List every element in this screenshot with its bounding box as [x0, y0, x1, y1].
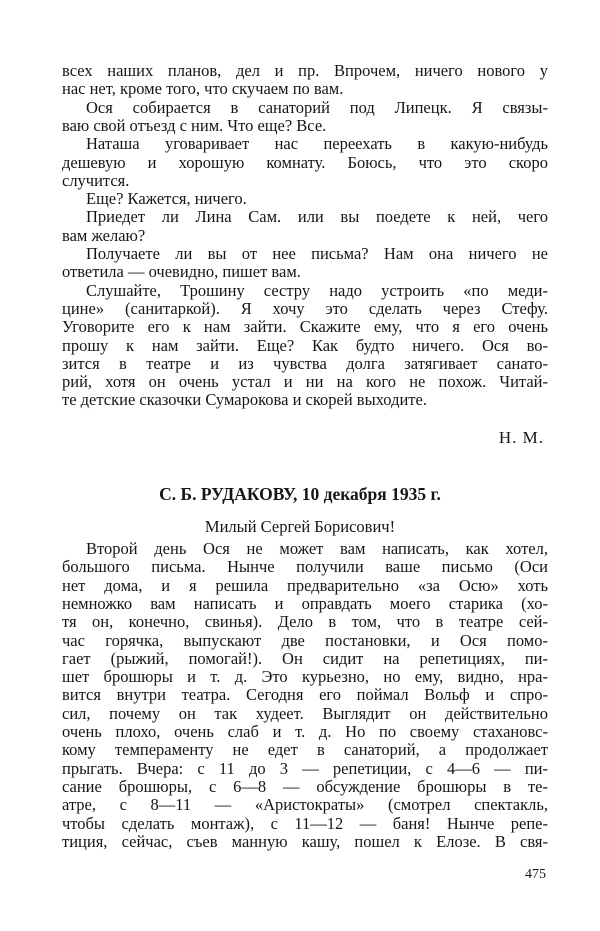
- text-line: Ося собирается в санаторий под Липецк. Я связы-: [86, 97, 548, 117]
- page-number: 475: [525, 867, 546, 882]
- salutation: Милый Сергей Борисович!: [204, 517, 396, 536]
- text-line: шет брошюры и т. д. Это курьезно, но ему, видно, нра-: [62, 667, 548, 687]
- text-line: Уговорите его к нам зайти. Скажите ему, что я его очень: [62, 317, 548, 337]
- text-line: прошу к нам зайти. Еще? Как будто ничего. Ося во-: [62, 335, 548, 355]
- text-line: нет дома, и я решила предварительно «за Осю» хоть: [62, 575, 548, 595]
- text-line: сил, почему он так худеет. Выглядит он действительно: [62, 703, 548, 723]
- text-line: те детские сказочки Сумарокова и скорей выходите.: [62, 390, 427, 410]
- text-line: час горячка, выпускают две постановки, и Ося помо-: [62, 630, 548, 650]
- text-line: кому темпераменту не едет в санаторий, а продолжает: [62, 740, 548, 760]
- text-line: нас нет, кроме того, что скучаем по вам.: [62, 79, 344, 99]
- text-line: гает (рыжий, помогай!). Он сидит на репетициях, пи-: [62, 648, 548, 668]
- text-line: зится в театре и из чувства долга затягивает санато-: [62, 353, 548, 373]
- text-line: вам желаю?: [62, 225, 146, 245]
- text-line: цине» (санитаркой). Я хочу это сделать через Стефу.: [62, 298, 548, 318]
- text-line: вится внутри театра. Сегодня его поймал Вольф и спро-: [62, 685, 548, 705]
- text-line: всех наших планов, дел и пр. Впрочем, ничего нового у: [62, 61, 548, 80]
- text-line: атре, с 8—11 — «Аристократы» (смотрел спектакль,: [62, 795, 548, 815]
- letter-heading: С. Б. РУДАКОВУ, 10 декабря 1935 г.: [159, 484, 441, 504]
- text-line: Наташа уговаривает нас переехать в какую-нибудь: [86, 134, 548, 154]
- text-line: Приедет ли Лина Сам. или вы поедете к ней, чего: [86, 207, 548, 227]
- text-line: Еще? Кажется, ничего.: [86, 189, 247, 209]
- text-line: ваю свой отъезд с ним. Что еще? Все.: [62, 115, 327, 135]
- text-line: Слушайте, Трошину сестру надо устроить «по меди-: [86, 280, 548, 300]
- text-line: очень плохо, очень слаб и т. д. Но по своему стахановс-: [62, 722, 548, 741]
- text-line: тиция, сейчас, съев манную кашу, пошел к Елозе. В свя-: [62, 831, 548, 851]
- text-line: сание брошюры, с 6—8 — обсуждение брошюры в те-: [62, 776, 548, 796]
- signature: Н. М.: [498, 428, 544, 447]
- text-line: Второй день Ося не может вам написать, как хотел,: [86, 539, 548, 558]
- text-line: рий, хотя он очень устал и ни на кого не похож. Читай-: [62, 372, 548, 392]
- text-line: большого письма. Нынче получили ваше письмо (Оси: [62, 557, 548, 577]
- text-line: прыгать. Вчера: с 11 до 3 — репетиции, с 4—6 — пи-: [62, 758, 548, 778]
- text-line: Получаете ли вы от нее письма? Нам она ничего не: [86, 244, 548, 263]
- text-line: тя он, конечно, свинья). Дело в том, что в театре сей-: [62, 612, 548, 632]
- text-line: немножко вам написать и оправдать моего старика (хо-: [62, 593, 548, 613]
- text-line: ответила — очевидно, пишет вам.: [62, 262, 301, 282]
- text-line: случится.: [62, 170, 130, 190]
- text-line: чтобы сделать монтаж), с 11—12 — баня! Нынче репе-: [62, 813, 548, 833]
- text-line: дешевую и хорошую комнату. Боюсь, что это скоро: [62, 152, 548, 172]
